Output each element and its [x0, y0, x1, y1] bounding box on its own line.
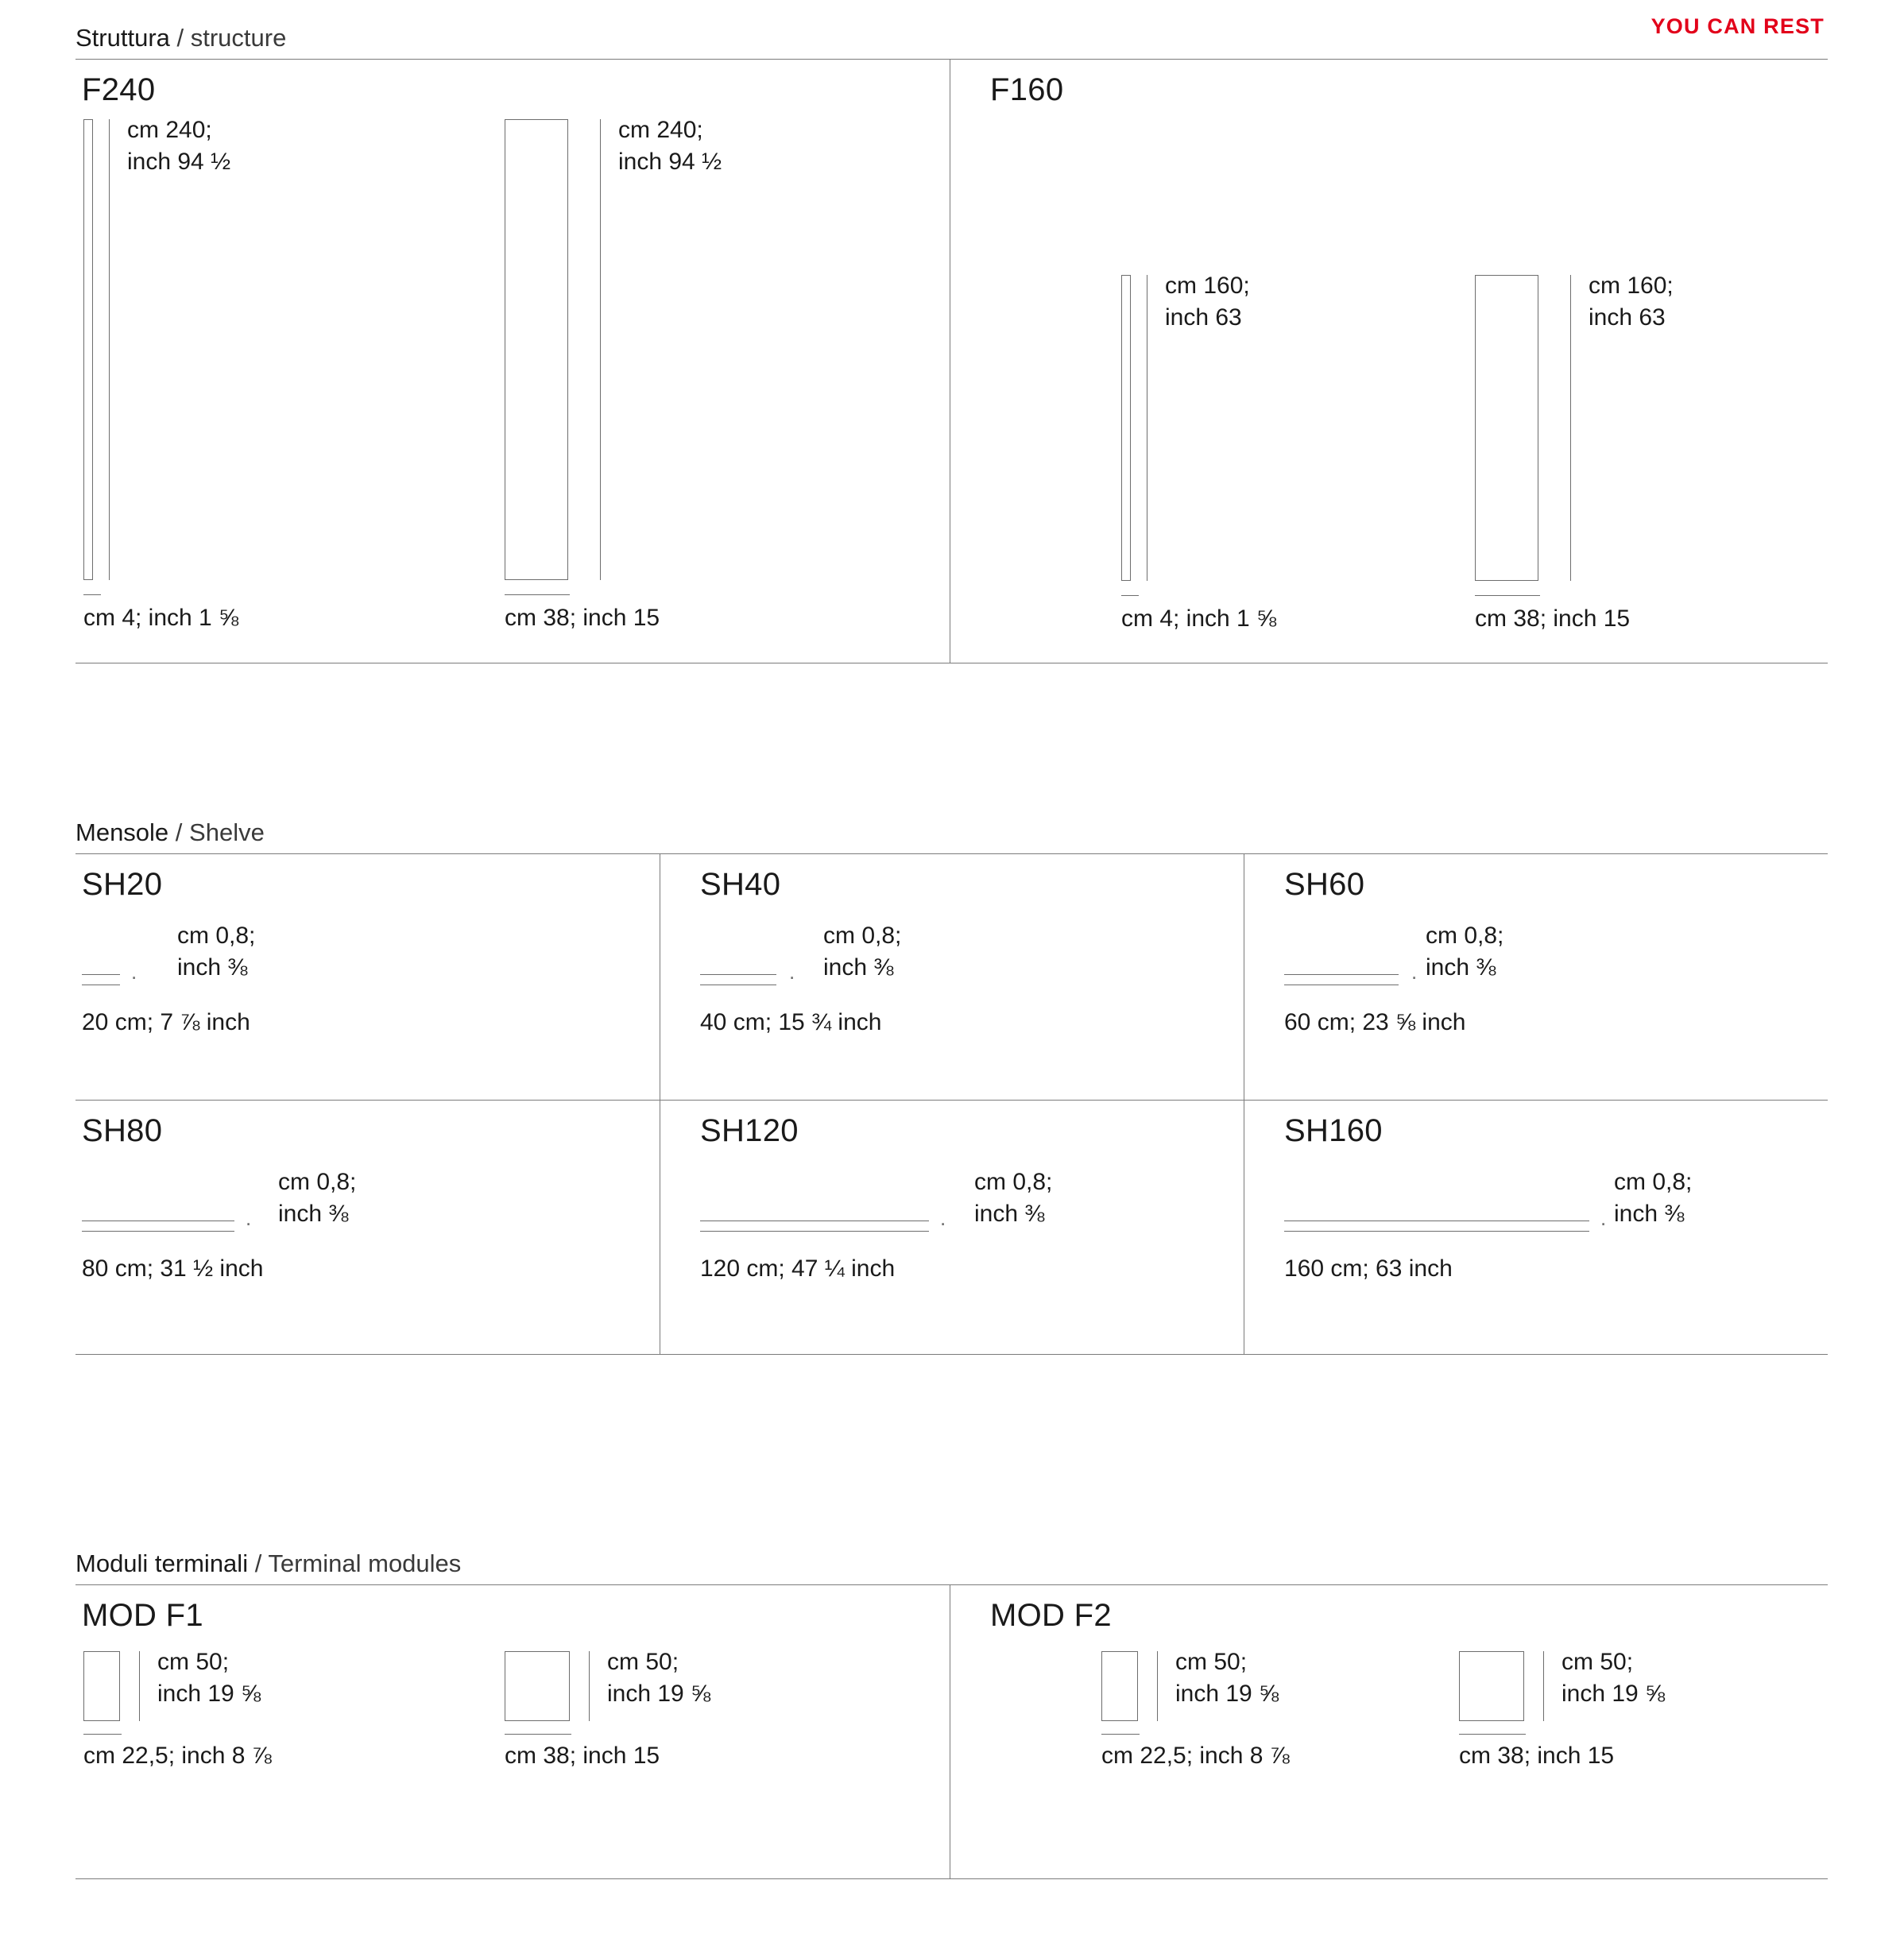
sh80-thickness-inch: inch ⅜: [278, 1200, 349, 1227]
drawing-modf2-narrow: [1101, 1651, 1290, 1770]
section-shelves-heading: [75, 818, 1828, 853]
sh60-shelf-shape: [1284, 960, 1418, 985]
cell-f240: [75, 60, 950, 663]
sh160-shelf-shape: [1284, 1206, 1607, 1232]
shelf-edge-line-bottom: [1284, 1231, 1589, 1232]
modf1-narrow-height-cm: cm 50;: [157, 1649, 230, 1675]
sh60-thickness-label: [1426, 920, 1503, 983]
shelf-edge-line-bottom: [700, 1231, 929, 1232]
section-structure-heading: [75, 24, 1828, 59]
module-wide-shape: [1459, 1651, 1524, 1721]
section-structure-heading-sep: /: [169, 24, 191, 52]
cell-mod-f2-title: MOD F2: [990, 1598, 1112, 1633]
cell-f240-title: F240: [82, 72, 156, 107]
sh20-thickness-inch: inch ⅜: [177, 954, 248, 981]
sh20-thickness-label: [177, 920, 255, 983]
f240-thin-height-label: [127, 114, 230, 177]
f160-wide-height-label: [1589, 270, 1674, 333]
width-tick-line: [1475, 595, 1540, 596]
panel-wide-shape: [505, 119, 568, 580]
leader-dot: .: [940, 1206, 946, 1230]
f240-thin-height-cm: cm 240;: [127, 117, 212, 143]
cell-sh120-title: SH120: [700, 1113, 799, 1148]
f160-thin-height-label: [1165, 270, 1250, 333]
cell-f160-title: F160: [990, 72, 1064, 107]
panel-wide-shape: [1475, 275, 1538, 581]
sh120-thickness-inch: inch ⅜: [974, 1200, 1045, 1227]
sh120-width-label: 120 cm; 47 ¼ inch: [700, 1255, 896, 1282]
drawing-f160-wide: [1475, 275, 1674, 633]
drawing-f240-wide: [505, 119, 722, 632]
sh160-thickness-inch: inch ⅜: [1614, 1200, 1685, 1227]
brand-label: YOU CAN REST: [1651, 14, 1825, 38]
modf1-wide-height-inch: inch 19 ⅝: [607, 1680, 711, 1707]
height-tick-line: [1543, 1651, 1544, 1721]
section-terminal-heading-en: Terminal modules: [268, 1549, 462, 1577]
modf1-narrow-height-inch: inch 19 ⅝: [157, 1680, 261, 1707]
width-tick-line: [1459, 1734, 1526, 1735]
modf2-wide-width-label: cm 38; inch 15: [1459, 1743, 1615, 1769]
module-wide-shape: [505, 1651, 570, 1721]
leader-dot: .: [1411, 960, 1418, 984]
width-tick-line: [1121, 595, 1139, 596]
sh20-width-label: 20 cm; 7 ⅞ inch: [82, 1009, 250, 1035]
f160-wide-height-inch: inch 63: [1589, 304, 1666, 331]
section-shelves-heading-en: Shelve: [189, 818, 265, 846]
f160-thin-width-label: cm 4; inch 1 ⅝: [1121, 605, 1277, 632]
sh160-thickness-cm: cm 0,8;: [1614, 1169, 1693, 1195]
sh60-width-label: 60 cm; 23 ⅝ inch: [1284, 1009, 1466, 1035]
modf2-narrow-height-label: [1175, 1646, 1279, 1709]
sh40-width-label: 40 cm; 15 ¾ inch: [700, 1009, 882, 1035]
leader-dot: .: [1600, 1206, 1607, 1230]
width-tick-line: [1101, 1734, 1140, 1735]
sh40-shelf-shape: [700, 960, 795, 985]
drawing-modf1-narrow: [83, 1651, 272, 1770]
modf2-wide-height-cm: cm 50;: [1562, 1649, 1634, 1675]
sh60-thickness-cm: cm 0,8;: [1426, 923, 1504, 949]
cell-sh80-title: SH80: [82, 1113, 163, 1148]
section-structure-heading-en: structure: [190, 24, 287, 52]
f160-wide-height-cm: cm 160;: [1589, 273, 1674, 299]
section-terminal-heading-sep: /: [248, 1549, 269, 1577]
f240-wide-height-inch: inch 94 ½: [618, 148, 722, 175]
f240-wide-height-label: [618, 114, 722, 177]
modf1-narrow-width-label: cm 22,5; inch 8 ⅞: [83, 1743, 272, 1769]
modf2-narrow-height-cm: cm 50;: [1175, 1649, 1248, 1675]
sh80-thickness-label: [278, 1166, 356, 1229]
panel-thin-shape: [83, 119, 93, 580]
leader-dot: .: [246, 1206, 252, 1230]
height-tick-line: [1157, 1651, 1158, 1721]
shelf-edge-line-top: [700, 974, 776, 975]
cell-mod-f2: [950, 1585, 1828, 1878]
modf1-wide-width-label: cm 38; inch 15: [505, 1743, 660, 1769]
f160-thin-height-cm: cm 160;: [1165, 273, 1250, 299]
cell-sh40: [660, 854, 1244, 1100]
sh60-thickness-inch: inch ⅜: [1426, 954, 1496, 981]
width-tick-line: [505, 594, 570, 595]
width-tick-line: [505, 1734, 571, 1735]
modf2-narrow-width-label: cm 22,5; inch 8 ⅞: [1101, 1743, 1290, 1769]
modf1-wide-height-label: [607, 1646, 710, 1709]
width-tick-line: [83, 1734, 122, 1735]
drawing-modf1-wide: [505, 1651, 710, 1770]
cell-sh20: [75, 854, 660, 1100]
cell-sh160-title: SH160: [1284, 1113, 1383, 1148]
f240-thin-height-inch: inch 94 ½: [127, 148, 231, 175]
section-terminal-heading-it: Moduli terminali: [75, 1549, 249, 1577]
height-tick-line: [139, 1651, 140, 1721]
drawing-f240-thin: [83, 119, 238, 632]
modf1-wide-height-cm: cm 50;: [607, 1649, 679, 1675]
sh120-thickness-cm: cm 0,8;: [974, 1169, 1053, 1195]
modf2-wide-height-label: [1562, 1646, 1665, 1709]
sh160-thickness-label: [1614, 1166, 1692, 1229]
section-terminal-heading: [75, 1549, 1828, 1584]
sh20-shelf-shape: [82, 960, 137, 985]
shelf-edge-line-bottom: [82, 1231, 234, 1232]
panel-thin-shape: [1121, 275, 1131, 581]
width-tick-line: [83, 594, 101, 595]
cell-sh60-title: SH60: [1284, 867, 1365, 902]
height-tick-line: [109, 119, 110, 580]
cell-sh20-title: SH20: [82, 867, 163, 902]
drawing-modf2-wide: [1459, 1651, 1665, 1770]
modf2-narrow-height-inch: inch 19 ⅝: [1175, 1680, 1279, 1707]
f240-thin-width-label: cm 4; inch 1 ⅝: [83, 605, 239, 631]
sh80-shelf-shape: [82, 1206, 252, 1232]
leader-dot: .: [789, 960, 795, 984]
height-tick-line: [589, 1651, 590, 1721]
drawing-f160-thin: [1121, 275, 1276, 633]
sh80-width-label: 80 cm; 31 ½ inch: [82, 1255, 264, 1282]
cell-sh80: [75, 1101, 660, 1354]
section-terminal-modules: [75, 1549, 1828, 1879]
height-tick-line: [1570, 275, 1571, 581]
sh160-width-label: 160 cm; 63 inch: [1284, 1255, 1453, 1282]
shelf-edge-line-top: [82, 974, 120, 975]
section-structure-heading-it: Struttura: [75, 24, 170, 52]
cell-f160: [950, 60, 1828, 663]
f240-wide-height-cm: cm 240;: [618, 117, 703, 143]
sh40-thickness-label: [823, 920, 901, 983]
section-structure: [75, 24, 1828, 663]
sh120-thickness-label: [974, 1166, 1052, 1229]
f240-wide-width-label: cm 38; inch 15: [505, 605, 660, 631]
cell-mod-f1-title: MOD F1: [82, 1598, 203, 1633]
sh40-thickness-inch: inch ⅜: [823, 954, 894, 981]
leader-dot: .: [131, 960, 137, 984]
section-shelves-heading-it: Mensole: [75, 818, 169, 846]
cell-mod-f1: [75, 1585, 950, 1878]
modf1-narrow-height-label: [157, 1646, 261, 1709]
section-shelves-heading-sep: /: [168, 818, 190, 846]
cell-sh160: [1244, 1101, 1828, 1354]
f160-wide-width-label: cm 38; inch 15: [1475, 605, 1631, 632]
cell-sh60: [1244, 854, 1828, 1100]
height-tick-line: [600, 119, 601, 580]
sh80-thickness-cm: cm 0,8;: [278, 1169, 357, 1195]
sh120-shelf-shape: [700, 1206, 946, 1232]
cell-sh40-title: SH40: [700, 867, 781, 902]
sh20-thickness-cm: cm 0,8;: [177, 923, 256, 949]
module-narrow-shape: [83, 1651, 120, 1721]
f160-thin-height-inch: inch 63: [1165, 304, 1242, 331]
module-narrow-shape: [1101, 1651, 1138, 1721]
section-shelves: [75, 818, 1828, 1355]
sh40-thickness-cm: cm 0,8;: [823, 923, 902, 949]
shelf-edge-line-top: [1284, 974, 1399, 975]
cell-sh120: [660, 1101, 1244, 1354]
modf2-wide-height-inch: inch 19 ⅝: [1562, 1680, 1666, 1707]
